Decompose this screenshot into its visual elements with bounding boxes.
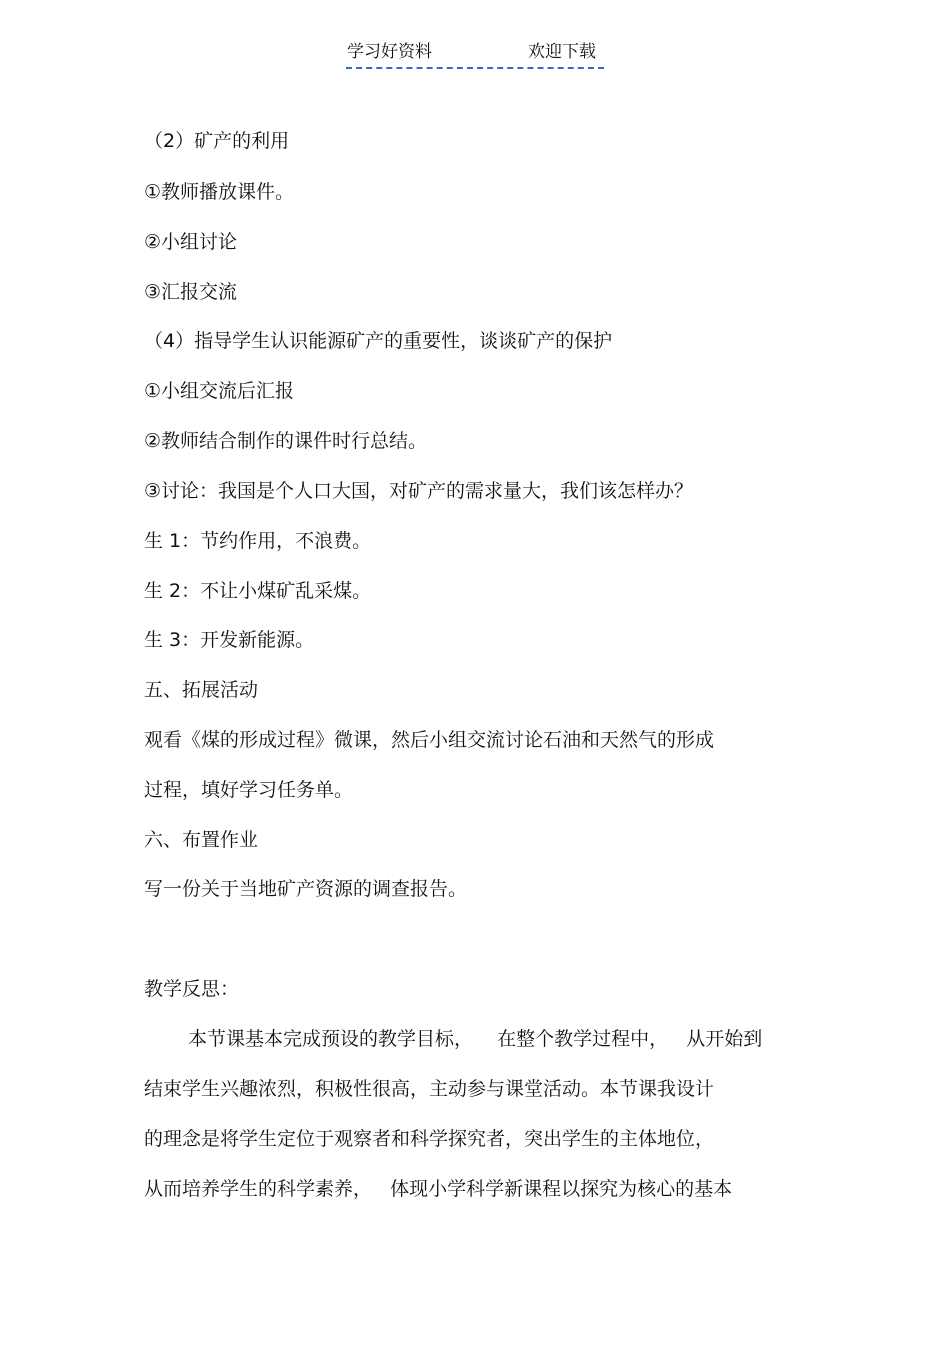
paragraph-line: 过程，填好学习任务单。 xyxy=(144,779,354,801)
paragraph-line: 观看《煤的形成过程》微课，然后小组交流讨论石油和天然气的形成 xyxy=(144,729,715,751)
student-answer: 生 2：不让小煤矿乱采煤。 xyxy=(144,580,372,602)
list-item: ①教师播放课件。 xyxy=(144,181,295,203)
paragraph-line: 从而培养学生的科学素养， 体现小学科学新课程以探究为核心的基本 xyxy=(144,1178,733,1200)
list-item: ②小组讨论 xyxy=(144,231,238,253)
section-mineral-use: （2）矿产的利用 xyxy=(144,130,290,152)
paragraph-line: 写一份关于当地矿产资源的调查报告。 xyxy=(144,878,468,900)
paragraph-line: 的理念是将学生定位于观察者和科学探究者，突出学生的主体地位， xyxy=(144,1128,715,1150)
page-header xyxy=(346,41,604,69)
header-left-text: 学习好资料 xyxy=(347,42,432,62)
section-heading-extension: 五、拓展活动 xyxy=(144,679,259,701)
list-item: ①小组交流后汇报 xyxy=(144,380,295,402)
list-item: ②教师结合制作的课件时行总结。 xyxy=(144,430,428,452)
list-item: ③讨论：我国是个人口大国，对矿产的需求量大，我们该怎样办？ xyxy=(144,480,694,502)
paragraph-line: 结束学生兴趣浓烈，积极性很高，主动参与课堂活动。本节课我设计 xyxy=(144,1078,715,1100)
header-right-text: 欢迎下载 xyxy=(528,42,596,62)
list-item: ③汇报交流 xyxy=(144,281,238,303)
section-mineral-protection: （4）指导学生认识能源矿产的重要性，谈谈矿产的保护 xyxy=(144,330,613,352)
section-heading-homework: 六、布置作业 xyxy=(144,829,259,851)
student-answer: 生 1：节约作用，不浪费。 xyxy=(144,530,372,552)
section-heading-reflection: 教学反思： xyxy=(144,978,240,1000)
paragraph-line: 本节课基本完成预设的教学目标， 在整个教学过程中， 从开始到 xyxy=(188,1028,763,1050)
student-answer: 生 3：开发新能源。 xyxy=(144,629,315,651)
